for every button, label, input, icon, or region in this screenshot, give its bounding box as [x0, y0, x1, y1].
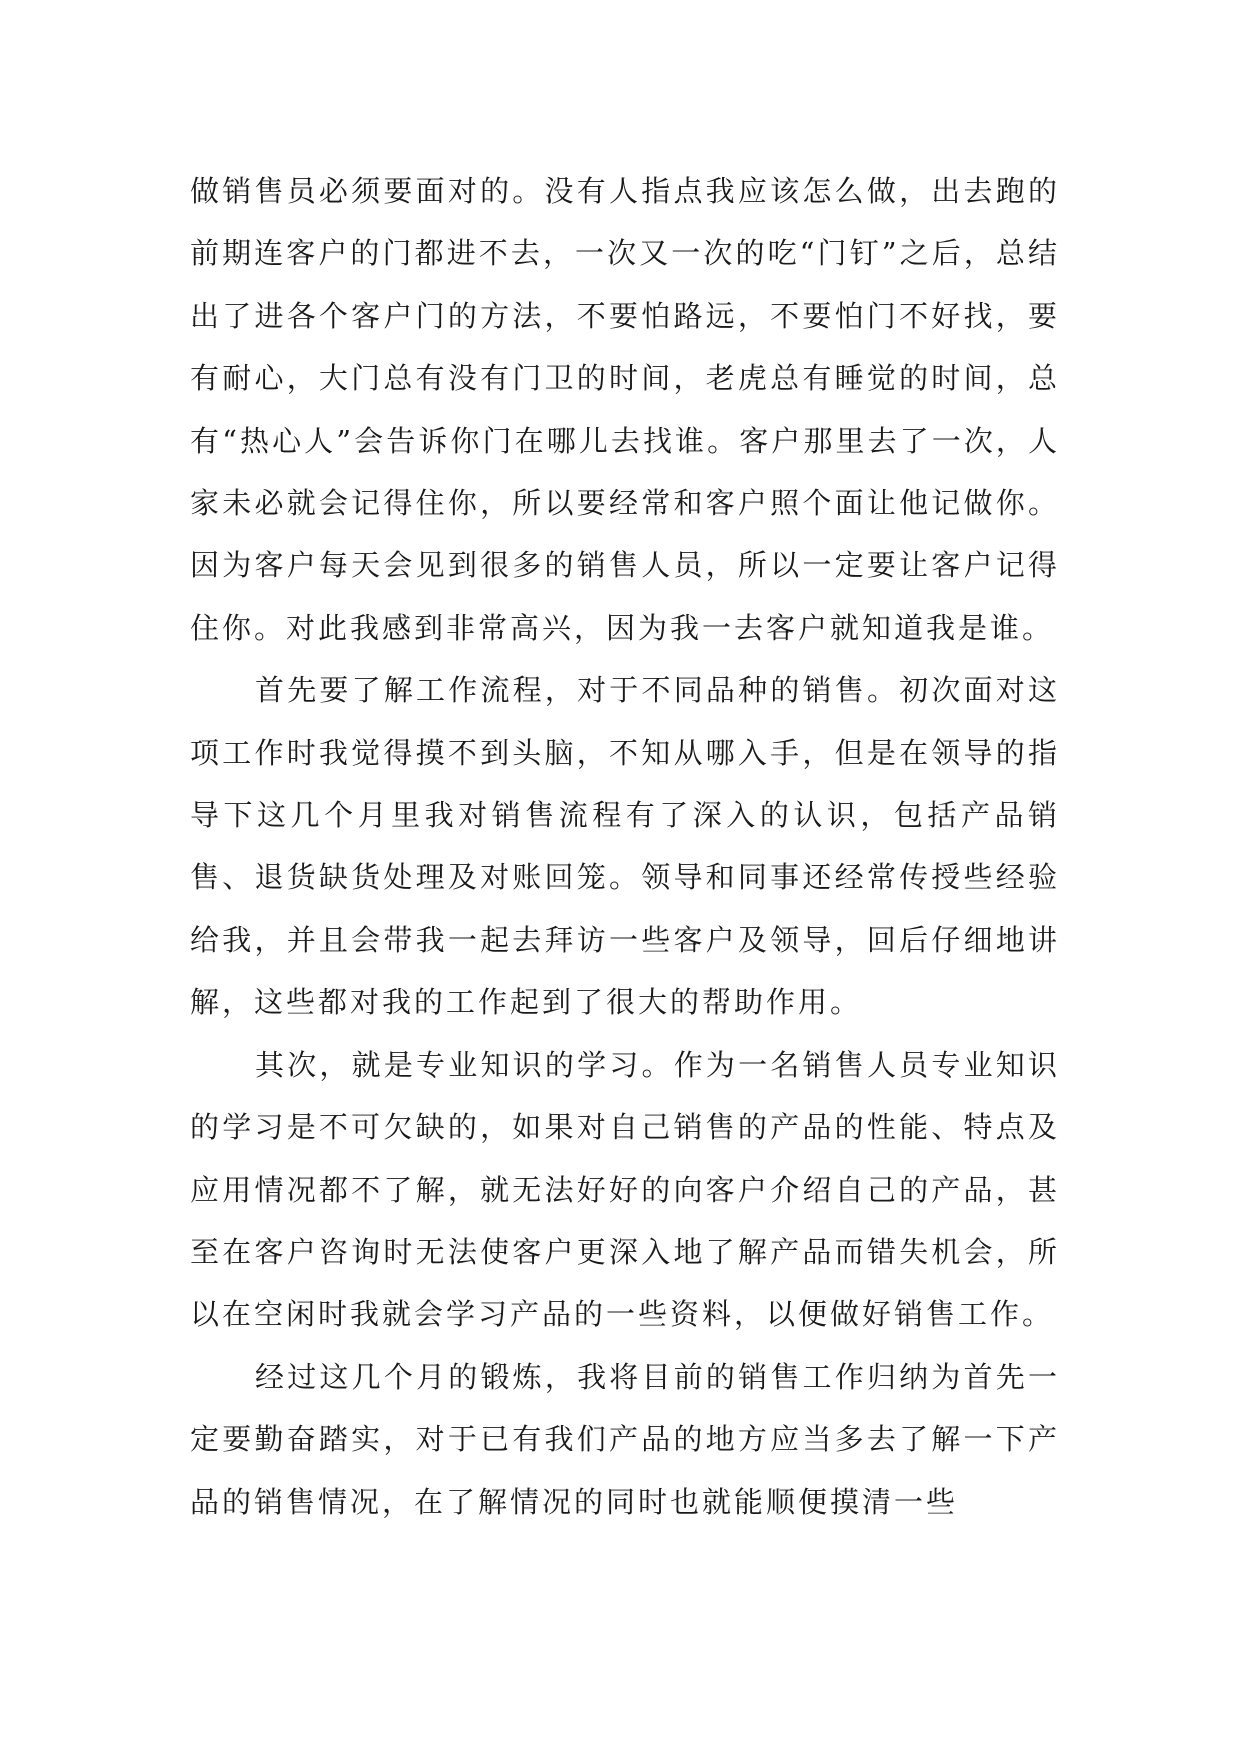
paragraph-3: 其次，就是专业知识的学习。作为一名销售人员专业知识的学习是不可欠缺的，如果对自己销售的产品的性能、特点及应用情况都不了解，就无法好好的向客户介绍自己的产品，甚至在客户咨询时无法使客户更深入地了解产品而错失机会，所以在空闲时我就会学习产品的一些资料，以便做好销售工作。 — [190, 1047, 1060, 1332]
paragraph-1: 做销售员必须要面对的。没有人指点我应该怎么做，出去跑的前期连客户的门都进不去，一次又一次的吃“门钉”之后，总结出了进各个客户门的方法，不要怕路远，不要怕门不好找，要有耐心，大门总有没有门卫的时间，老虎总有睡觉的时间，总有“热心人”会告诉你门在哪儿去找谁。客户那里去了一次，人家未必就会记得住你，所以要经常和客户照个面让他记做你。因为客户每天会见到很多的销售人员，所以一定要让客户记得住你。对此我感到非常高兴，因为我一去客户就知道我是谁。 — [190, 174, 1060, 645]
paragraph-4: 经过这几个月的锻炼，我将目前的销售工作归纳为首先一定要勤奋踏实，对于已有我们产品的地方应当多去了解一下产品的销售情况，在了解情况的同时也就能顺便摸清一些 — [190, 1359, 1060, 1519]
body-text — [190, 160, 1060, 1533]
paragraph-2: 首先要了解工作流程，对于不同品种的销售。初次面对这项工作时我觉得摸不到头脑，不知从哪入手，但是在领导的指导下这几个月里我对销售流程有了深入的认识，包括产品销售、退货缺货处理及对账回笼。领导和同事还经常传授些经验给我，并且会带我一起去拜访一些客户及领导，回后仔细地讲解，这些都对我的工作起到了很大的帮助作用。 — [190, 673, 1060, 1020]
